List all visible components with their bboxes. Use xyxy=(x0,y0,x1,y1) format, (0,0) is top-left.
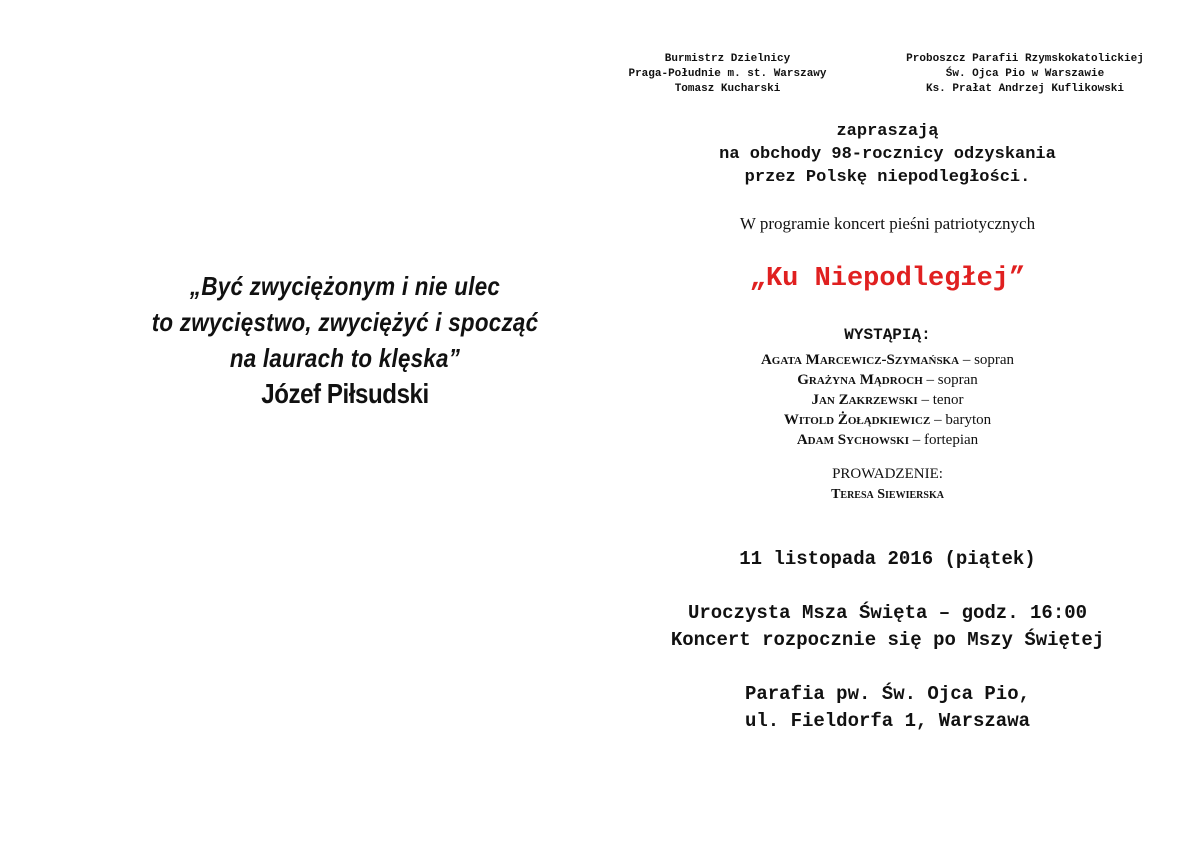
performer-role: – sopran xyxy=(959,352,1015,368)
quote-line: to zwycięstwo, zwyciężyć i spocząć xyxy=(151,307,539,337)
performer-item xyxy=(600,390,1175,410)
performer-item xyxy=(600,430,1175,450)
invitation-line: przez Polskę niepodległości. xyxy=(744,168,1031,187)
performer-item xyxy=(600,410,1175,430)
host-priest-line: Św. Ojca Pio w Warszawie xyxy=(945,68,1105,80)
event-date: 11 listopada 2016 (piątek) xyxy=(739,548,1036,570)
performer-role: – sopran xyxy=(922,372,978,388)
presenter-name: Teresa Siewierska xyxy=(831,487,944,502)
host-priest-line: Proboszcz Parafii Rzymskokatolickiej xyxy=(906,53,1144,65)
invitation-line: na obchody 98-rocznicy odzyskania xyxy=(719,145,1056,164)
performer-role: – baryton xyxy=(930,412,992,428)
performer-item xyxy=(600,350,1175,370)
performer-name: Adam Sychowski xyxy=(796,432,909,448)
event-schedule xyxy=(600,600,1175,654)
performer-name: Witold Żołądkiewicz xyxy=(783,412,931,428)
event-venue xyxy=(600,681,1175,735)
programme-line: W programie koncert pieśni patriotycznych xyxy=(739,214,1036,233)
performer-name: Agata Marcewicz-Szymańska xyxy=(760,352,960,368)
host-mayor xyxy=(600,52,855,97)
performer-role: – tenor xyxy=(917,392,964,408)
quote-block xyxy=(100,268,590,412)
host-mayor-line: Praga-Południe m. st. Warszawy xyxy=(628,68,827,80)
schedule-line: Uroczysta Msza Święta – godz. 16:00 xyxy=(687,602,1088,624)
presenter-label: PROWADZENIE: xyxy=(832,466,943,482)
host-priest-line: Ks. Prałat Andrzej Kuflikowski xyxy=(925,83,1125,95)
venue-line: ul. Fieldorfa 1, Warszawa xyxy=(744,710,1031,732)
host-mayor-line: Tomasz Kucharski xyxy=(674,83,781,95)
performers-list xyxy=(600,350,1175,450)
performer-item xyxy=(600,370,1175,390)
schedule-line: Koncert rozpocznie się po Mszy Świętej xyxy=(670,629,1105,651)
performer-name: Jan Zakrzewski xyxy=(811,392,918,408)
venue-line: Parafia pw. Św. Ojca Pio, xyxy=(744,683,1031,705)
quote-line: „Być zwyciężonym i nie ulec xyxy=(189,271,501,301)
performers-heading: WYSTĄPIĄ: xyxy=(844,326,931,344)
performer-name: Grażyna Mądroch xyxy=(797,372,923,388)
host-parish-priest xyxy=(870,52,1180,97)
performer-role: – fortepian xyxy=(909,432,979,448)
quote-author: Józef Piłsudski xyxy=(261,378,429,409)
invitation-line: zapraszają xyxy=(836,122,939,141)
invitation-text xyxy=(600,120,1175,189)
host-mayor-line: Burmistrz Dzielnicy xyxy=(664,53,791,65)
concert-title: „Ku Niepodległej” xyxy=(749,264,1026,294)
quote-line: na laurach to klęska” xyxy=(229,343,461,373)
